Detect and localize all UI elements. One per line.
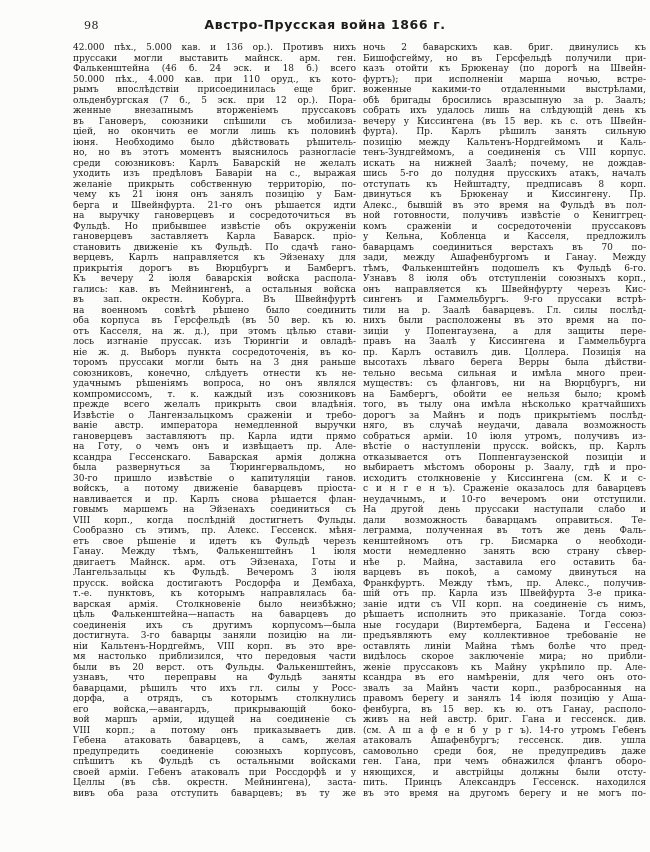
text-line: варская армія. Столкновеніе было неизбѣжно;	[73, 599, 356, 610]
text-line: тельно весьма сильная и имѣла много преи-	[363, 368, 646, 379]
text-line: удачнымъ рѣшеніямъ вопроса, но онъ являлся	[73, 379, 356, 389]
text-line: ваніе австр. императора немедленной выручки	[73, 421, 356, 431]
text-line: выбираетъ мѣстомъ обороны р. Заалу, гдѣ и про-	[363, 463, 646, 473]
text-line: мости немедленно занять всю страну сѣвер-	[363, 547, 646, 557]
text-line: собрать ихъ удалось лишь на слѣдующій день къ	[363, 106, 646, 116]
text-line: позицію между Кальтенъ-Нордгеймомъ и Каль-	[363, 137, 646, 148]
text-line: леграмма, полученная въ тотъ же день Фаль-	[363, 526, 646, 536]
text-line: дорфа, а отрядъ, съ которымъ столкнулись	[73, 694, 356, 704]
text-line: Лангельзальцы къ Фульдѣ. Вечеромъ 3 іюля	[73, 568, 356, 578]
text-line: тенъ-Зундгеймомъ, а соединенія съ VIII корпус.	[363, 148, 646, 158]
text-line: Извѣстіе о Лангензальцкомъ сраженіи и требо-	[73, 410, 356, 421]
text-line: звалъ за Майнъ части корп., разбросанныя на	[363, 683, 646, 694]
text-line: чему къ 21 іюня онъ занялъ позицію у Бам-	[73, 190, 356, 200]
text-line: фуртъ); при исполненіи марша ночью, встре-	[363, 74, 646, 85]
text-line: верцевъ, Карлъ направляется къ Эйзенаху для	[73, 253, 356, 263]
text-line: (см. А ш а ф е н б у р г ъ). 14-го утромъ Гебенъ	[363, 725, 646, 736]
text-line: ген. Гана, при чемъ обнажился флангъ оборо-	[363, 757, 646, 767]
text-line: т.-е. пунктовъ, къ которымъ направлялась ба-	[73, 589, 356, 599]
text-line: зиціи у Попенгаузена, а для защиты пере-	[363, 326, 646, 337]
text-line: зади, между Ашафенбургомъ и Ганау. Между	[363, 253, 646, 263]
text-line: оба корпуса въ Герсфельдѣ (въ 50 вер. къ ю.	[73, 316, 356, 326]
text-line: На другой день пруссаки наступали слабо и	[363, 505, 646, 515]
text-line: тѣмъ, Фалькенштейнъ подошелъ къ Фульдѣ 6-го.	[363, 263, 646, 274]
text-line: Сообразно съ этимъ, пр. Алекс. Гессенск. мѣня-	[73, 526, 356, 536]
text-line: ціей, но окончить ее могли лишь къ половинѣ	[73, 127, 356, 137]
text-line: Узнавъ 8 іюля объ отступленіи союзныхъ корп.,	[363, 274, 646, 284]
text-line: женные внезапнымъ вторженіемъ пруссаковъ	[73, 106, 356, 116]
text-line: самовольно среди боя, не предупредивъ даже	[363, 746, 646, 757]
text-line: варцевъ въ покоѣ, а самому двинуться на	[363, 568, 646, 578]
text-line: на выручку гановерцевъ и сосредоточиться въ	[73, 211, 356, 221]
text-line: комъ сраженіи и сосредоточеніи пруссаковъ	[363, 221, 646, 232]
text-line: дали возможность баварцамъ оправиться. Те-	[363, 515, 646, 526]
text-line: ксандра въ его намѣреніи, для чего онъ ото-	[363, 673, 646, 683]
text-line: Фульдѣ. Но прибывшее извѣстіе объ окруженіи	[73, 221, 356, 232]
text-line: ной готовности, получивъ извѣстіе о Кениггрец-	[363, 211, 646, 221]
text-line: ночь 2 баварскихъ кав. бриг. двинулись къ	[363, 43, 646, 53]
text-line: казъ отойти къ Брюкенау (по дорогѣ на Швейн-	[363, 64, 646, 74]
text-line: правъ на Заалѣ у Киссингена и Гаммельбурга	[363, 337, 646, 347]
text-line: пруссаки могли выставить майнск. арм. ген.	[73, 53, 356, 64]
text-line: предъявляютъ ему коллективное требованіе не	[363, 631, 646, 641]
text-line: Ганау. Между тѣмъ, Фалькенштейнъ 1 іюля	[73, 547, 356, 557]
text-line: его войска,—авангардъ, прикрывающій боко-	[73, 704, 356, 715]
text-line: высотахъ лѣваго берега Верры была дѣйстви-	[363, 358, 646, 368]
text-line: у Кельна, Кобленца и Касселя, предложилъ	[363, 232, 646, 242]
text-line: вой маршъ арміи, идущей на соединеніе съ	[73, 715, 356, 725]
text-line: ніе ж. д. Выборъ пункта сосредоточенія, въ ко-	[73, 347, 356, 358]
text-line: достигнута. 3-го баварцы заняли позицію на ли-	[73, 631, 356, 641]
text-line: компромиссомъ, т. к. каждый изъ союзниковъ	[73, 389, 356, 400]
text-line: пить. Принцъ Александръ Гессенск. находился	[363, 778, 646, 788]
text-line: тили на р. Заалѣ баварцевъ. Гл. силы послѣд-	[363, 305, 646, 316]
text-line: цѣль Фалькенштейна—напасть на баварцевъ до	[73, 610, 356, 620]
text-line: правомъ берегу и занялъ 14 іюля позицію у Аша-	[363, 694, 646, 704]
text-line: союзниковъ, конечно, слѣдуетъ отнести къ не-	[73, 368, 356, 379]
text-line: етъ свое рѣшеніе и идетъ къ Фульдѣ черезъ	[73, 536, 356, 547]
text-line: няющихся, и австрійцы должны были отсту-	[363, 767, 646, 778]
text-line: живъ на ней австр. бриг. Гана и гессенск. див.	[363, 715, 646, 725]
text-line: уходить изъ предѣловъ Баваріи на с., выражая	[73, 169, 356, 179]
text-line: отъ Касселя, на ж. д.), при этомъ цѣлью стави-	[73, 326, 356, 337]
text-column-right	[363, 43, 646, 799]
text-column-left	[73, 43, 356, 799]
text-line: на Бамбергъ, обойти ее нельзя было; кромѣ	[363, 389, 646, 400]
text-line: нихъ были расположены въ это время на по-	[363, 316, 646, 326]
running-title: Австро-Прусская война 1866 г.	[204, 17, 446, 32]
text-line: іюня. Необходимо было дѣйствовать рѣшитель-	[73, 137, 356, 148]
text-line: Фалькенштейна (46 б. 24 эск. и 18 б.) всего	[73, 64, 356, 74]
text-line: 50.000 пѣх., 4.000 кав. при 110 оруд., къ кото-	[73, 74, 356, 85]
text-line: въ зап. окрестн. Кобурга. Въ Швейнфуртѣ	[73, 295, 356, 305]
text-columns	[73, 43, 646, 799]
text-line: мя настолько приблизился, что передовыя части	[73, 652, 356, 662]
text-line: того, въ тылу она имѣла нѣсколько кратчайшихъ	[363, 400, 646, 410]
text-line: видѣлось скорое заключеніе мира; но прибли-	[363, 652, 646, 662]
text-line: навливается и пр. Карлъ снова рѣшается флан-	[73, 494, 356, 505]
text-line: своей арміи. Гебенъ атаковалъ при Россдорфѣ и у	[73, 767, 356, 778]
text-line: были въ 20 верст. отъ Фульды. Фалькенштейнъ,	[73, 662, 356, 673]
text-line: собраться арміи. 10 іюля утромъ, получивъ из-	[363, 431, 646, 442]
text-line: няго, въ случаѣ неудачи, давала возможность	[363, 421, 646, 431]
text-line: спѣшитъ къ Фульдѣ съ остальными войсками	[73, 757, 356, 767]
page-header	[0, 17, 650, 35]
text-line: желаніе прикрыть собственную территорію, по-	[73, 179, 356, 190]
text-line: искать на нижней Заалѣ; почему, не дождав-	[363, 158, 646, 169]
text-line: лось изгнаніе пруссак. изъ Тюрингіи и овладѣ-	[73, 337, 356, 347]
text-line: становить движеніе къ Фульдѣ. По сдачѣ гано-	[73, 242, 356, 253]
text-line: среди союзниковъ: Карлъ Баварскій не желалъ	[73, 158, 356, 169]
text-line: атаковалъ Ашафенбургъ; гессенск. див. ушла	[363, 736, 646, 746]
text-line: вѣстіе о наступленіи прусск. войскъ, пр. Карлъ	[363, 442, 646, 452]
text-line: дорогъ за Майнъ и подъ прикрытіемъ послѣд-	[363, 410, 646, 421]
text-line: гались: кав. въ Мейнингенѣ, а остальныя войска	[73, 284, 356, 295]
text-line: но, но въ этотъ моментъ выяснилось разногласіе	[73, 148, 356, 158]
text-line: VIII корп., когда послѣдній достигнетъ Фульды.	[73, 515, 356, 526]
text-line: VIII корп.; а потому онъ приказываетъ див.	[73, 725, 356, 736]
text-line: муществъ: съ фланговъ, ни на Вюрцбургъ, ни	[363, 379, 646, 389]
text-line: фурта). Пр. Карлъ рѣшилъ занять сильную	[363, 127, 646, 137]
text-line: неудачнымъ, и 10-го вечеромъ они отступили.	[363, 494, 646, 505]
text-line: с и н г е н ъ). Сраженіе оказалось для баварцевъ	[363, 484, 646, 494]
text-line: берга и Швейнфурта. 21-го онъ рѣшается идти	[73, 200, 356, 211]
text-line: прикрытія дорогъ въ Вюрцбургъ и Бамбергъ.	[73, 263, 356, 274]
text-line: въ это время на другомъ берегу и не могъ по-	[363, 788, 646, 799]
text-line: заніе идти съ VII корп. на соединеніе съ нимъ,	[363, 599, 646, 610]
text-line: Къ вечеру 2 іюля баварскія войска распола-	[73, 274, 356, 284]
text-line: обѣ бригады бросились вразсыпную за р. Заалъ;	[363, 95, 646, 106]
text-line: двинуться къ Брюкенау и Киссингену. Пр.	[363, 190, 646, 200]
text-line: исходитъ столкновеніе у Киссингена (см. К и с-	[363, 473, 646, 484]
text-line: ксандра Гессенскаго. Баварская армія должна	[73, 452, 356, 463]
text-line: шій отъ пр. Карла изъ Швейфурта 3-е прика-	[363, 589, 646, 599]
page-number: 98	[84, 19, 99, 32]
text-line: двигаетъ Майнск. арм. отъ Эйзенаха, Готы и	[73, 557, 356, 568]
text-line: Бишофсгейму, но въ Герсфельдѣ получили при-	[363, 53, 646, 64]
text-line: ольденбургская (7 б., 5 эск. при 12 ор.). Пора-	[73, 95, 356, 106]
text-line: ніи Кальтенъ-Нордгеймъ, VIII корп. въ это вре-	[73, 641, 356, 652]
text-line: предупредить соединеніе союзныхъ корпусовъ,	[73, 746, 356, 757]
text-line: соединенія ихъ съ другимъ корпусомъ—была	[73, 620, 356, 631]
text-line: нѣе р. Майна, заставила его оставить ба-	[363, 557, 646, 568]
text-line: 42.000 пѣх., 5.000 кав. и 136 ор.). Противъ нихъ	[73, 43, 356, 53]
text-line: рѣшаетъ исполнить это приказаніе. Тогда союз-	[363, 610, 646, 620]
text-line: Целлы (въ сѣв. окрестн. Мейнингена), заста-	[73, 778, 356, 788]
text-line: прусск. войска достигаютъ Росдорфа и Дембаха,	[73, 578, 356, 589]
text-line: рымъ впослѣдствіи присоединилась еще бриг.	[73, 85, 356, 95]
text-line: баварцамъ соединиться верстахъ въ 70 по-	[363, 242, 646, 253]
text-line: фенбурга, въ 15 вер. къ ю. отъ Ганау, располо-	[363, 704, 646, 715]
text-line: воженные какими-то отдаленными выстрѣлами,	[363, 85, 646, 95]
text-line: въ Гановеръ, союзники спѣшили съ мобилиза-	[73, 116, 356, 127]
text-line: шись 5-го до полудня прусскихъ атакъ, началъ	[363, 169, 646, 179]
text-line: вечеру у Киссингена (въ 15 вер. къ с. отъ Швейн-	[363, 116, 646, 127]
text-line: на Готу, о чемъ онъ и извѣщаетъ пр. Але-	[73, 442, 356, 452]
text-line: прежде всего желалъ прикрыть свои владѣнія.	[73, 400, 356, 410]
text-line: кенштейномъ отъ гр. Бисмарка о необходи-	[363, 536, 646, 547]
text-line: торомъ пруссаки могли быть на 3 дня раньше	[73, 358, 356, 368]
text-line: говымъ маршемъ на Эйзенахъ соединиться съ	[73, 505, 356, 515]
text-line: ные государи (Виртемберга, Бадена и Гессена)	[363, 620, 646, 631]
text-line: узнавъ, что переправы на Фульдѣ заняты	[73, 673, 356, 683]
text-line: Гебена атаковать баварцевъ, а самъ, желая	[73, 736, 356, 746]
text-line: сингенъ и Гаммельбургъ. 9-го пруссаки встрѣ-	[363, 295, 646, 305]
text-line: 30-го пришло извѣствіе о капитуляціи ганов.	[73, 473, 356, 484]
text-line: вивъ оба раза отступить баварцевъ; въ ту же	[73, 788, 356, 799]
text-line: баварцами, рѣшилъ что ихъ гл. силы у Росс-	[73, 683, 356, 694]
text-line: гановерцевъ заставляютъ пр. Карла идти прямо	[73, 431, 356, 442]
text-line: оставлять линіи Майна тѣмъ болѣе что пред-	[363, 641, 646, 652]
text-line: гановерцевъ заставляетъ Карла Баварск. пріо-	[73, 232, 356, 242]
text-line: Алекс., бывшій въ это время на Фульдѣ въ пол-	[363, 200, 646, 211]
text-line: на военномъ совѣтѣ рѣшено было соединить	[73, 305, 356, 316]
text-line: онъ направляется къ Швейнфурту черезъ Кис-	[363, 284, 646, 295]
text-line: была развернуться за Тюрингервальдомъ, но	[73, 463, 356, 473]
text-line: пр. Карлъ оставилъ див. Цоллера. Позиція на	[363, 347, 646, 358]
text-line: Франкфуртъ. Между тѣмъ, пр. Алекс., получив-	[363, 578, 646, 589]
text-line: женіе пруссаковъ къ Майну укрѣпило пр. Але-	[363, 662, 646, 673]
text-line: отступать къ Нейштадту, предписавъ 8 корп.	[363, 179, 646, 190]
text-line: отказывается отъ Поппенгаузенской позиціи и	[363, 452, 646, 463]
text-line: войскъ, а потому движеніе баварцевъ пріоста-	[73, 484, 356, 494]
